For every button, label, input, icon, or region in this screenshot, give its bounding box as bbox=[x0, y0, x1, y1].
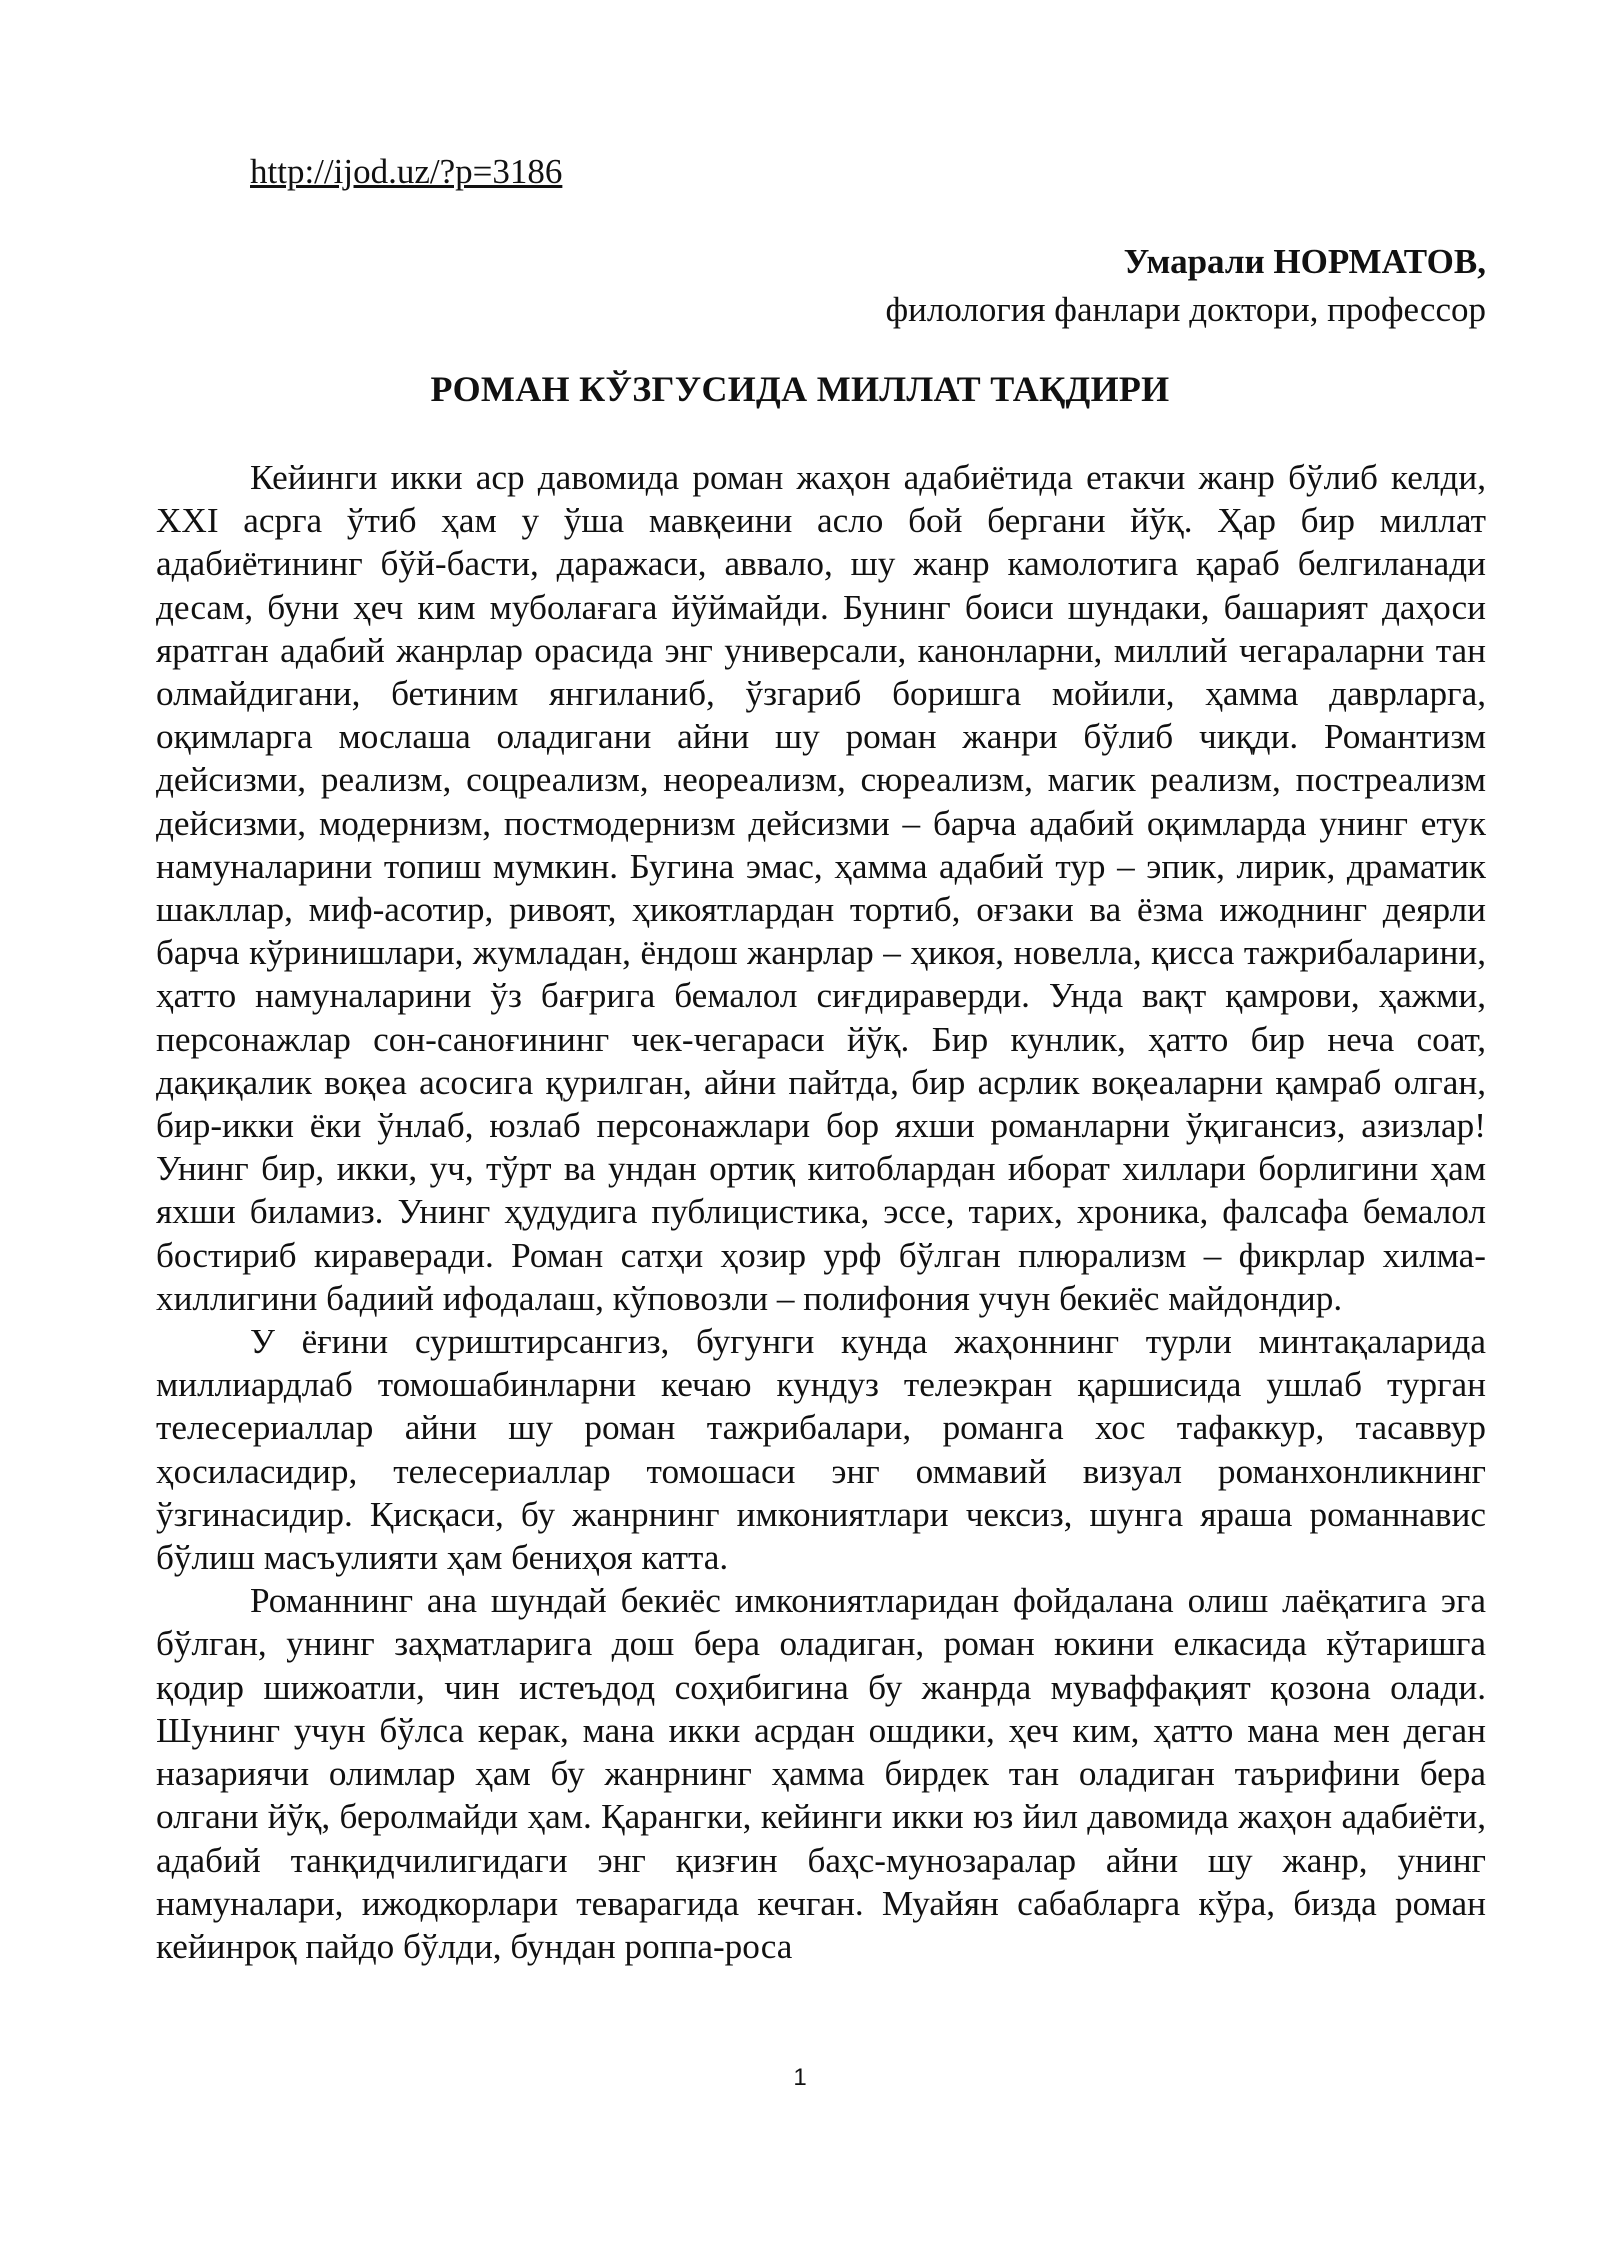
article-body bbox=[156, 456, 1486, 1968]
author-title: филология фанлари доктори, профессор bbox=[885, 290, 1486, 329]
source-link[interactable]: http://ijod.uz/?p=3186 bbox=[250, 152, 563, 191]
page-number: 1 bbox=[793, 2064, 807, 2091]
paragraph: Кейинги икки аср давомида роман жаҳон адабиётида етакчи жанр бўлиб келди, XXI асрга ўтиб ҳам у ўша мавқеини асло бой бергани йўқ. Ҳар бир миллат адабиётининг бўй-басти, даражаси, аввало, шу жанр камолотига қараб белгиланади десам, буни ҳеч ким муболағага йўймайди. Бунинг боиси шундаки, башарият даҳоси яратган адабий жанрлар орасида энг универсали, канонларни, миллий чегараларни тан олмайдигани, бетиним янгиланиб, ўзгариб боришга мойили, ҳамма даврларга, оқимларга мослаша оладигани айни шу роман жанри бўлиб чиқди. Романтизм дейсизми, реализм, соцреализм, неореализм, сюреализм, магик реализм, постреализм дейсизми, модернизм, постмодернизм дейсизми – барча адабий оқимларда унинг етук намуналарини топиш мумкин. Бугина эмас, ҳамма адабий тур – эпик, лирик, драматик шакллар, миф-асотир, ривоят, ҳикоятлардан тортиб, оғзаки ва ёзма ижоднинг деярли барча кўринишлари, жумладан, ёндош жанрлар – ҳикоя, новелла, қисса тажрибаларини, ҳатто намуналарини ўз бағрига бемалол сиғдираверди. Унда вақт қамрови, ҳажми, персонажлар сон-саноғининг чек-чегараси йўқ. Бир кунлик, ҳатто бир неча соат, дақиқалик воқеа асосига қурилган, айни пайтда, бир асрлик воқеаларни қамраб олган, бир-икки ёки ўнлаб, юзлаб персонажлари бор яхши романларни ўқигансиз, азизлар! Унинг бир, икки, уч, тўрт ва ундан ортиқ китоблардан иборат хиллари борлигини ҳам яхши биламиз. Унинг ҳудудига публицистика, эссе, тарих, хроника, фалсафа бемалол бостириб кираверади. Роман сатҳи ҳозир урф бўлган плюрализм – фикрлар хилма-хиллигини бадиий ифодалаш, кўповозли – полифония учун бекиёс майдондир. bbox=[156, 458, 1486, 1318]
author-block bbox=[586, 238, 1486, 334]
paragraph: У ёғини суриштирсангиз, бугунги кунда жаҳоннинг турли минтақаларида миллиардлаб томошабинларни кечаю кундуз телеэкран қаршисида ушлаб турган телесериаллар айни шу роман тажрибалари, романга хос тафаккур, тасаввур ҳосиласидир, телесериаллар томошаси энг оммавий визуал романхонликнинг ўзгинасидир. Қисқаси, бу жанрнинг имкониятлари чексиз, шунга яраша романнавис бўлиш масъулияти ҳам бениҳоя катта. bbox=[156, 1322, 1486, 1578]
article-title: РОМАН КЎЗГУСИДА МИЛЛАТ ТАҚДИРИ bbox=[430, 369, 1170, 409]
author-name: Умарали НОРМАТОВ, bbox=[1123, 242, 1486, 281]
paragraph: Романнинг ана шундай бекиёс имкониятларидан фойдалана олиш лаёқатига эга бўлган, унинг заҳматларига дош бера оладиган, роман юкини елкасида кўтаришга қодир шижоатли, чин истеъдод соҳибигина бу жанрда муваффақият қозона олади. Шунинг учун бўлса керак, мана икки асрдан ошдики, ҳеч ким, ҳатто мана мен деган назариячи олимлар ҳам бу жанрнинг ҳамма бирдек тан оладиган таърифини бера олгани йўқ, беролмайди ҳам. Қарангки, кейинги икки юз йил давомида жаҳон адабиёти, адабий танқидчилигидаги энг қизғин баҳс-мунозаралар айни шу жанр, унинг намуналари, ижодкорлари теварагида кечган. Муайян сабабларга кўра, бизда роман кейинроқ пайдо бўлди, бундан роппа-роса bbox=[156, 1581, 1486, 1966]
